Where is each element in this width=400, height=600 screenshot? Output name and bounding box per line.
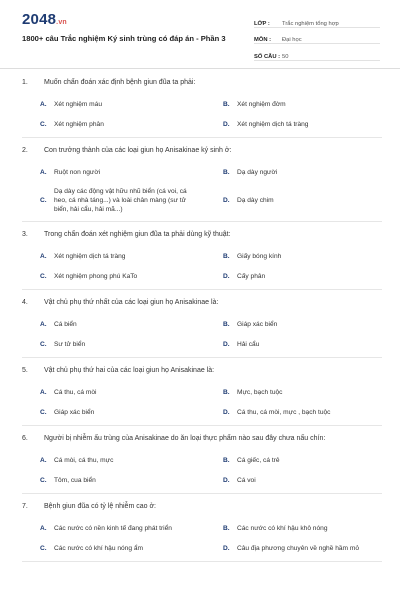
answer-text: Các nước có khí hậu nóng ẩm <box>54 545 144 552</box>
answer-options <box>22 523 382 554</box>
answer-option[interactable] <box>205 271 380 282</box>
answer-options <box>22 319 382 350</box>
answer-text: Ruột non người <box>54 169 101 176</box>
answer-option[interactable] <box>205 523 380 534</box>
answer-text: Hải cẩu <box>237 341 260 348</box>
meta-value: Trắc nghiệm tổng hợp <box>282 20 339 27</box>
question-item <box>22 229 382 290</box>
answer-letter: A. <box>40 321 47 328</box>
answer-option[interactable] <box>22 407 197 418</box>
answer-letter: C. <box>40 341 47 348</box>
question-text: Vật chủ phụ thứ hai của các loại giun họ Anisakinae là: <box>44 367 215 374</box>
question-list <box>22 74 382 569</box>
answer-text: Xét nghiệm dịch tá tràng <box>54 253 126 260</box>
answer-option[interactable] <box>22 99 197 110</box>
answer-letter: C. <box>40 409 47 416</box>
answer-option[interactable] <box>205 99 380 110</box>
answer-text: Cá giếc, cá trê <box>237 457 280 464</box>
answer-option[interactable] <box>22 455 197 466</box>
question-stem <box>22 145 382 156</box>
question-number: 1. <box>22 79 28 86</box>
answer-text: Xét nghiệm phân <box>54 121 104 128</box>
answer-text: Cá thu, cá mòi, mực , bạch tuộc <box>237 409 331 416</box>
answer-text: Giáp xác biển <box>54 409 95 416</box>
answer-option[interactable] <box>22 387 197 398</box>
question-number: 4. <box>22 299 28 306</box>
answer-letter: D. <box>223 121 230 128</box>
question-number: 3. <box>22 231 28 238</box>
answer-letter: A. <box>40 169 47 176</box>
answer-option[interactable] <box>22 543 197 554</box>
question-text: Người bị nhiễm ấu trùng của Anisakinae do ăn loại thực phẩm nào sau đây chưa nấu chín: <box>44 435 326 442</box>
answer-letter: D. <box>223 197 230 204</box>
answer-letter: D. <box>223 409 230 416</box>
question-item <box>22 433 382 494</box>
answer-text: Các nước có khí hậu khô nóng <box>237 525 328 532</box>
answer-options <box>22 99 382 130</box>
answer-text: Cấy phân <box>237 273 266 280</box>
answer-letter: C. <box>40 197 47 204</box>
question-number: 5. <box>22 367 28 374</box>
answer-letter: C. <box>40 273 47 280</box>
answer-letter: C. <box>40 545 47 552</box>
meta-label: LỚP : <box>254 20 270 27</box>
answer-text: Giáp xác biển <box>237 321 278 328</box>
document-meta <box>254 14 380 64</box>
answer-letter: B. <box>223 169 230 176</box>
answer-text: Cá thu, cá mòi <box>54 389 97 396</box>
answer-letter: B. <box>223 525 230 532</box>
answer-option[interactable] <box>22 187 197 214</box>
answer-option[interactable] <box>22 339 197 350</box>
answer-option[interactable] <box>205 339 380 350</box>
question-stem <box>22 77 382 88</box>
question-item <box>22 365 382 426</box>
answer-letter: C. <box>40 121 47 128</box>
question-stem <box>22 501 382 512</box>
answer-letter: B. <box>223 389 230 396</box>
answer-letter: A. <box>40 389 47 396</box>
question-number: 6. <box>22 435 28 442</box>
answer-text: Xét nghiệm đờm <box>237 101 286 108</box>
answer-text: Các nước có nền kinh tế đang phát triển <box>54 525 172 532</box>
answer-option[interactable] <box>22 119 197 130</box>
question-item <box>22 145 382 222</box>
answer-option[interactable] <box>22 475 197 486</box>
answer-text: Xét nghiệm máu <box>54 101 103 108</box>
answer-letter: D. <box>223 477 230 484</box>
document-title: 1800+ câu Trắc nghiệm Ký sinh trùng có đáp án - Phần 3 <box>22 34 226 43</box>
answer-option[interactable] <box>205 167 380 178</box>
document-header <box>0 0 400 68</box>
meta-row-count <box>254 47 380 61</box>
question-stem <box>22 229 382 240</box>
answer-letter: D. <box>223 273 230 280</box>
answer-letter: D. <box>223 341 230 348</box>
meta-label: MÔN : <box>254 37 272 43</box>
question-text: Trong chẩn đoán xét nghiệm giun đũa ta phải dùng kỹ thuật: <box>44 231 231 238</box>
answer-options <box>22 455 382 486</box>
answer-option[interactable] <box>205 387 380 398</box>
answer-text: Câu địa phương chuyên về nghề hầm mỏ <box>237 545 360 552</box>
answer-option[interactable] <box>22 271 197 282</box>
logo-text: 2048 <box>22 11 57 28</box>
answer-text: Tôm, cua biển <box>54 477 96 484</box>
answer-option[interactable] <box>205 543 380 554</box>
question-text: Muốn chẩn đoán xác định bệnh giun đũa ta phải: <box>44 79 196 86</box>
question-item <box>22 77 382 138</box>
answer-option[interactable] <box>205 187 380 214</box>
meta-row-class <box>254 14 380 28</box>
answer-text: Dạ dày người <box>237 169 278 176</box>
answer-option[interactable] <box>205 455 380 466</box>
answer-option[interactable] <box>205 319 380 330</box>
answer-option[interactable] <box>22 251 197 262</box>
answer-letter: B. <box>223 253 230 260</box>
answer-options <box>22 387 382 418</box>
answer-options <box>22 251 382 282</box>
answer-text: Cá mòi, cá thu, mực <box>54 457 114 464</box>
meta-label: SỐ CÂU : <box>254 53 281 60</box>
answer-letter: B. <box>223 457 230 464</box>
question-stem <box>22 297 382 308</box>
meta-value: Đại học <box>282 37 302 43</box>
question-number: 7. <box>22 503 28 510</box>
answer-text: Cá voi <box>237 477 256 484</box>
answer-option[interactable] <box>205 475 380 486</box>
answer-letter: A. <box>40 253 47 260</box>
question-item <box>22 297 382 358</box>
answer-letter: A. <box>40 525 47 532</box>
answer-letter: D. <box>223 545 230 552</box>
answer-letter: C. <box>40 477 47 484</box>
answer-option[interactable] <box>205 119 380 130</box>
logo-suffix: .vn <box>56 19 67 26</box>
answer-letter: A. <box>40 101 47 108</box>
answer-text: Xét nghiệm dịch tá tràng <box>237 121 309 128</box>
question-item <box>22 501 382 562</box>
answer-text: Mực, bạch tuộc <box>237 389 283 396</box>
answer-text: Giấy bóng kính <box>237 253 282 260</box>
answer-text: Dạ dày chim <box>237 197 274 204</box>
answer-option[interactable] <box>22 319 197 330</box>
answer-text: Cá biển <box>54 321 77 328</box>
site-logo[interactable] <box>22 11 67 28</box>
answer-letter: B. <box>223 321 230 328</box>
header-divider <box>0 68 400 69</box>
answer-option[interactable] <box>205 251 380 262</box>
answer-letter: A. <box>40 457 47 464</box>
question-stem <box>22 433 382 444</box>
meta-row-subject <box>254 31 380 45</box>
answer-text: Sư tử biển <box>54 341 86 348</box>
question-text: Bệnh giun đũa có tỷ lệ nhiễm cao ở: <box>44 503 156 510</box>
question-text: Con trưởng thành của các loại giun họ Anisakinae ký sinh ở: <box>44 147 232 154</box>
answer-text: Dạ dày các động vật hữu nhũ biển (cá voi, cá heo, cá nhà táng...) và loài chân màng (sư tử biển, hải cẩu, hải mã...) <box>54 188 187 213</box>
answer-option[interactable] <box>22 523 197 534</box>
question-stem <box>22 365 382 376</box>
answer-option[interactable] <box>22 167 197 178</box>
answer-options <box>22 167 382 214</box>
meta-value: 50 <box>282 53 289 60</box>
answer-letter: B. <box>223 101 230 108</box>
question-text: Vật chủ phụ thứ nhất của các loại giun họ Anisakinae là: <box>44 299 219 306</box>
answer-option[interactable] <box>205 407 380 418</box>
question-number: 2. <box>22 147 28 154</box>
answer-text: Xét nghiệm phong phú KaTo <box>54 273 138 280</box>
